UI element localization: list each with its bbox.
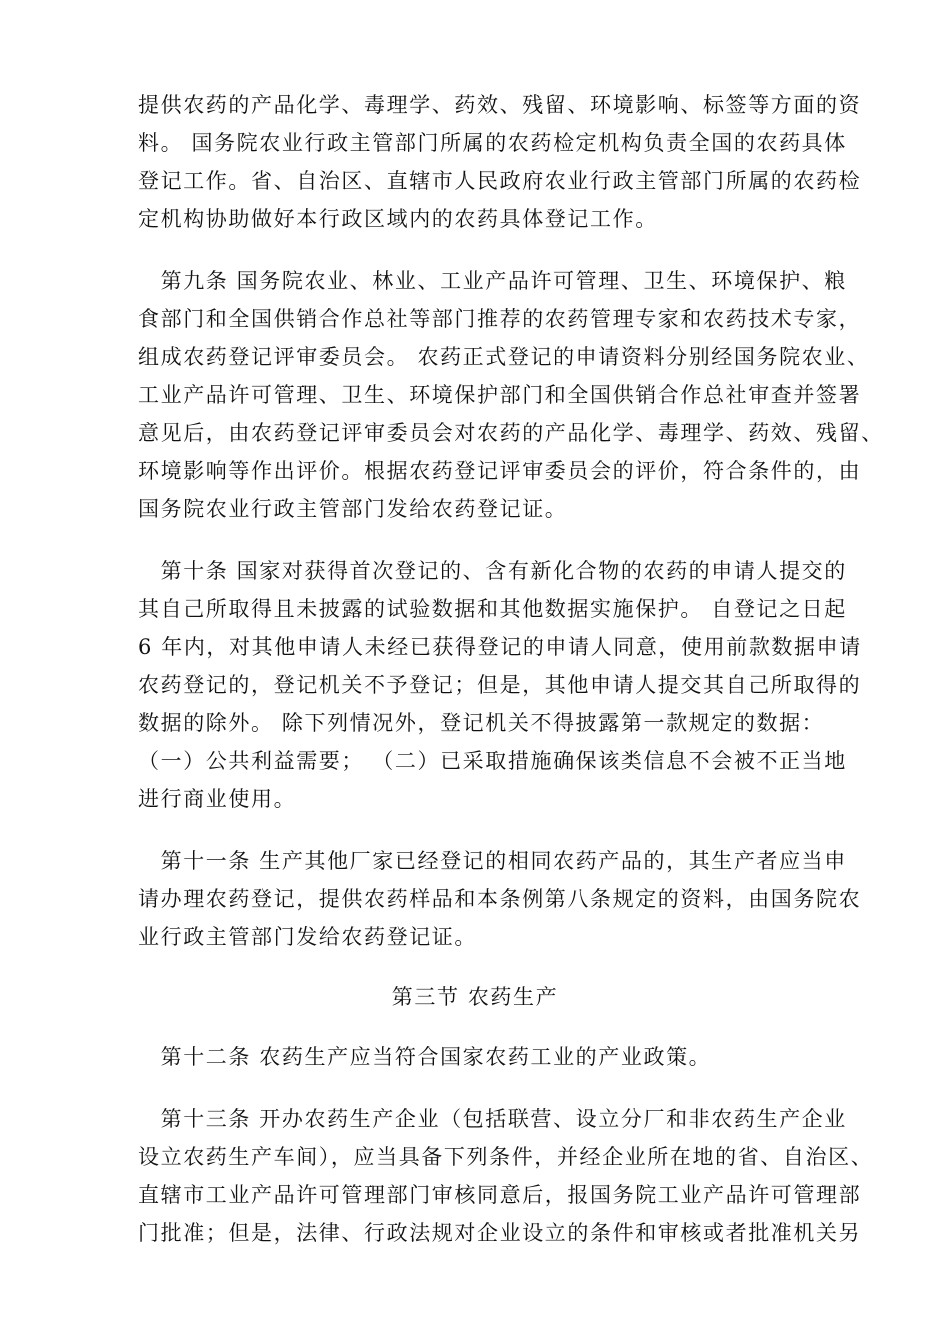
article-9-line: 环境影响等作出评价。根据农药登记评审委员会的评价，符合条件的，由 bbox=[138, 459, 862, 483]
article-11-line: 第十一条 生产其他厂家已经登记的相同农药产品的，其生产者应当申 bbox=[138, 849, 847, 873]
article-10-line: （一）公共利益需要； （二）已采取措施确保该类信息不会被不正当地 bbox=[138, 749, 847, 773]
article-11-line: 请办理农药登记，提供农药样品和本条例第八条规定的资料，由国务院农 bbox=[138, 887, 862, 911]
article-9-line: 第九条 国务院农业、林业、工业产品许可管理、卫生、环境保护、粮 bbox=[138, 269, 847, 293]
article-9-line: 意见后，由农药登记评审委员会对农药的产品化学、毒理学、药效、残留、 bbox=[138, 421, 884, 445]
paragraph-line: 登记工作。省、自治区、直辖市人民政府农业行政主管部门所属的农药检 bbox=[138, 169, 862, 193]
paragraph-line: 料。 国务院农业行政主管部门所属的农药检定机构负责全国的农药具体 bbox=[138, 131, 847, 155]
article-9-line: 工业产品许可管理、卫生、环境保护部门和全国供销合作总社审查并签署 bbox=[138, 383, 862, 407]
article-9-line: 国务院农业行政主管部门发给农药登记证。 bbox=[138, 497, 568, 521]
article-10-line: 农药登记的，登记机关不予登记；但是，其他申请人提交其自己所取得的 bbox=[138, 673, 862, 697]
article-9-line: 组成农药登记评审委员会。 农药正式登记的申请资料分别经国务院农业、 bbox=[138, 345, 870, 369]
section-heading: 第三节 农药生产 bbox=[391, 985, 559, 1009]
article-12-line: 第十二条 农药生产应当符合国家农药工业的产业政策。 bbox=[138, 1045, 712, 1069]
article-9-line: 食部门和全国供销合作总社等部门推荐的农药管理专家和农药技术专家， bbox=[138, 307, 862, 331]
article-10-line: 6 年内，对其他申请人未经已获得登记的申请人同意，使用前款数据申请 bbox=[138, 635, 862, 659]
article-13-line: 设立农药生产车间），应当具备下列条件，并经企业所在地的省、自治区、 bbox=[138, 1145, 874, 1169]
article-13-line: 第十三条 开办农药生产企业（包括联营、设立分厂和非农药生产企业 bbox=[138, 1107, 847, 1131]
paragraph-line: 定机构协助做好本行政区域内的农药具体登记工作。 bbox=[138, 207, 658, 231]
article-10-line: 其自己所取得且未披露的试验数据和其他数据实施保护。 自登记之日起 bbox=[138, 597, 847, 621]
article-13-line: 门批准；但是，法律、行政法规对企业设立的条件和审核或者批准机关另 bbox=[138, 1221, 862, 1245]
article-10-line: 第十条 国家对获得首次登记的、含有新化合物的农药的申请人提交的 bbox=[138, 559, 847, 583]
paragraph-line: 提供农药的产品化学、毒理学、药效、残留、环境影响、标签等方面的资 bbox=[138, 93, 862, 117]
article-10-line: 数据的除外。 除下列情况外，登记机关不得披露第一款规定的数据： bbox=[138, 711, 825, 735]
article-13-line: 直辖市工业产品许可管理部门审核同意后，报国务院工业产品许可管理部 bbox=[138, 1183, 862, 1207]
article-10-line: 进行商业使用。 bbox=[138, 787, 297, 811]
article-11-line: 业行政主管部门发给农药登记证。 bbox=[138, 925, 477, 949]
